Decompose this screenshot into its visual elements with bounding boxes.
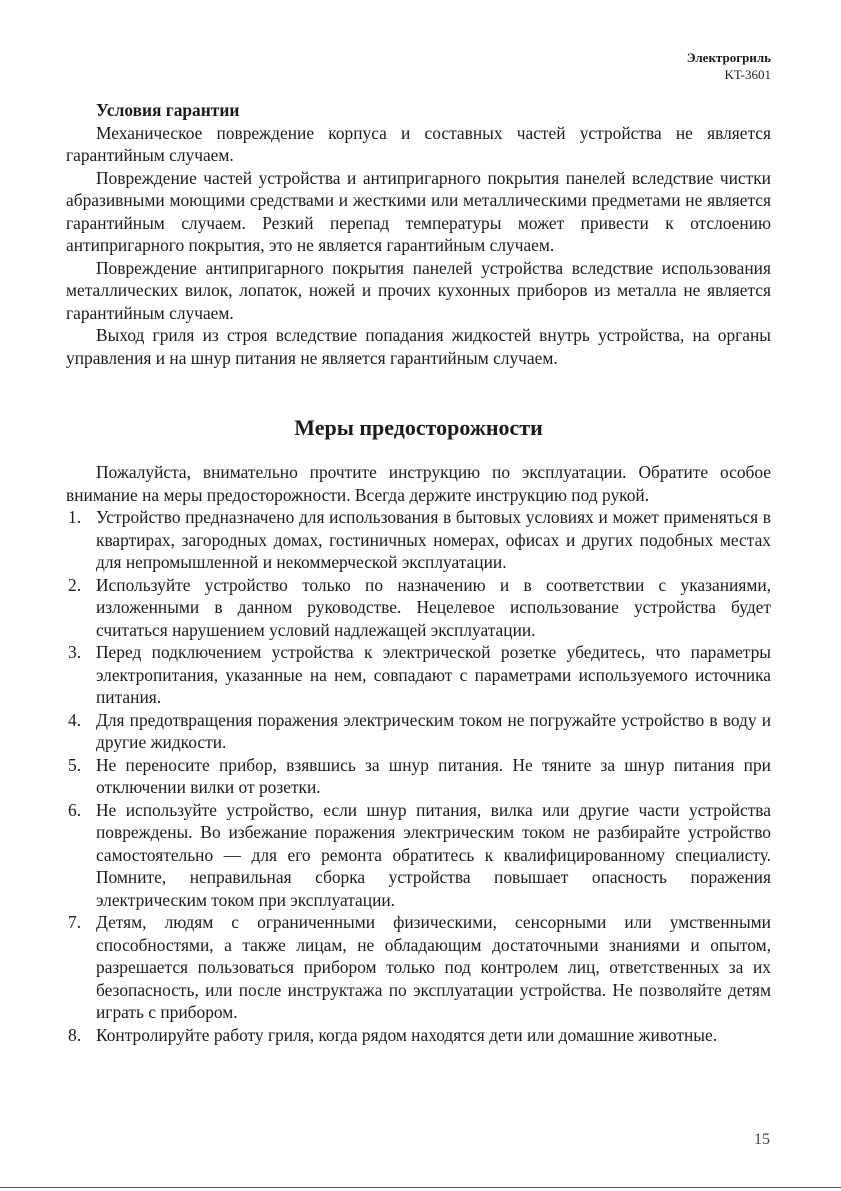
list-item [66, 506, 771, 574]
item-text: Устройство предназначено для использования в бытовых условиях и может применяться в квартирах, загородных домах, гостиничных номерах, офисах и других подобных местах для непромышленной и некоммерческой эксплуатации. [96, 507, 771, 572]
list-item [66, 1024, 771, 1047]
list-item [66, 574, 771, 642]
item-text: Контролируйте работу гриля, когда рядом находятся дети или домашние животные. [96, 1024, 718, 1045]
page-number: 15 [754, 1131, 770, 1148]
item-number: 6. [68, 799, 82, 820]
item-text: Используйте устройство только по назначению и в соответствии с указаниями, изложенными в данном руководстве. Нецелевое использование устройства будет считаться нарушением условий надлежащей эксплуатации. [96, 574, 771, 640]
item-number: 5. [68, 754, 82, 775]
page-header [687, 49, 771, 83]
list-item [66, 641, 771, 709]
precautions-heading: Меры предосторожности [294, 415, 543, 440]
precautions-intro: Пожалуйста, внимательно прочтите инструкцию по эксплуатации. Обратите особое внимание на меры предосторожности. Всегда держите инструкцию под рукой. [66, 462, 771, 505]
item-number: 3. [68, 642, 82, 662]
warranty-paragraph: Повреждение частей устройства и антипригарного покрытия панелей вследствие чистки абразивными моющими средствами и жесткими или металлическими предметами не является гарантийным случаем. Резкий перепад температуры может привести к отслоению антипригарного покрытия, это не является гарантийным случаем. [66, 167, 771, 255]
list-item [66, 709, 771, 754]
item-text: Не используйте устройство, если шнур питания, вилка или другие части устройства повреждены. Во избежание поражения электрическим током не разбирайте устройство самостоятельно — для его ремонта обратитесь к квалифицированному специалисту. Помните, неправильная сборка устройства повышает опасность поражения электрическим током при эксплуатации. [96, 799, 771, 910]
page-content [66, 99, 771, 1046]
list-item [66, 799, 771, 912]
warranty-heading: Условия гарантии [96, 100, 240, 120]
warranty-paragraph: Выход гриля из строя вследствие попадания жидкостей внутрь устройства, на органы управления и на шнур питания не является гарантийным случаем. [66, 325, 771, 368]
item-number: 8. [68, 1024, 82, 1045]
precautions-list [66, 506, 771, 1046]
list-item [66, 911, 771, 1024]
item-number: 7. [68, 912, 82, 932]
page-bottom-divider [0, 1187, 841, 1188]
item-number: 4. [68, 709, 82, 730]
warranty-paragraph: Повреждение антипригарного покрытия панелей устройства вследствие использования металлических вилок, лопаток, ножей и прочих кухонных приборов из металла не является гарантийным случаем. [66, 257, 771, 323]
item-text: Не переносите прибор, взявшись за шнур питания. Не тяните за шнур питания при отключении вилки от розетки. [96, 754, 771, 797]
warranty-paragraph: Механическое повреждение корпуса и составных частей устройства не является гарантийным случаем. [66, 122, 771, 165]
item-text: Детям, людям с ограниченными физическими, сенсорными или умственными способностями, а также лицам, не обладающим достаточными знаниями и опытом, разрешается пользоваться прибором только под контролем лиц, ответственных за их безопасность, или после инструктажа по эксплуатации устройства. Не позволяйте детям играть с прибором. [96, 912, 771, 1022]
product-code: KT-3601 [724, 67, 771, 82]
product-name: Электрогриль [686, 50, 771, 65]
item-number: 2. [68, 574, 82, 595]
item-text: Для предотвращения поражения электрическим током не погружайте устройство в воду и другие жидкости. [96, 709, 771, 752]
item-number: 1. [68, 507, 82, 527]
list-item [66, 754, 771, 799]
item-text: Перед подключением устройства к электрической розетке убедитесь, что параметры электропитания, указанные на нем, совпадают с параметрами используемого источника питания. [96, 642, 771, 707]
